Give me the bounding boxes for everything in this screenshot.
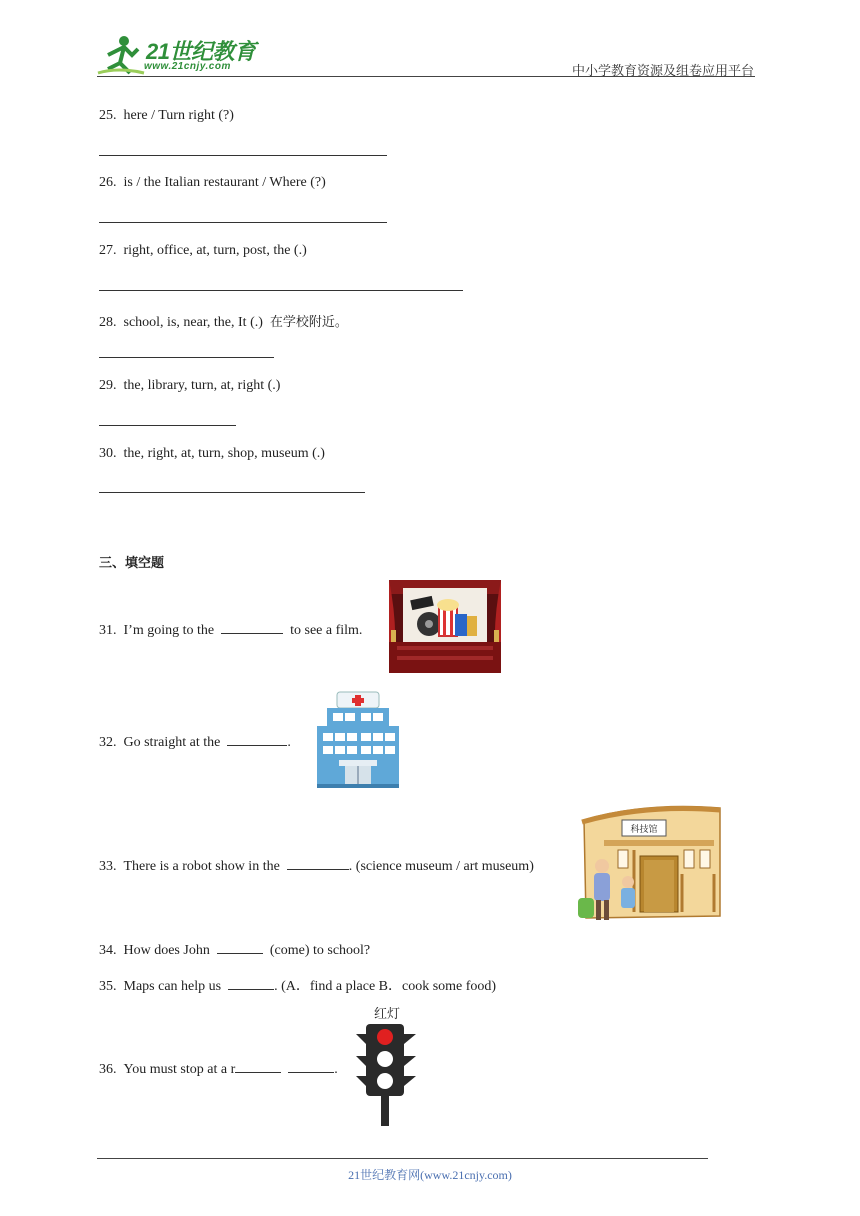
answer-line-26[interactable] — [99, 222, 387, 223]
blank-36a[interactable] — [235, 1060, 281, 1073]
question-29: 29. the, library, turn, at, right (.) — [99, 378, 281, 393]
question-33: 33. There is a robot show in the . (science museum / art museum) — [99, 859, 534, 874]
museum-sign: 科技馆 — [630, 825, 658, 835]
answer-line-29[interactable] — [99, 425, 236, 426]
header-title: 中小学教育资源及组卷应用平台 — [572, 64, 755, 79]
blank-35[interactable] — [228, 977, 274, 990]
answer-line-25[interactable] — [99, 155, 387, 156]
answer-line-28[interactable] — [99, 357, 274, 358]
header-divider — [97, 76, 755, 77]
answer-line-27[interactable] — [99, 290, 463, 291]
question-25: 25. here / Turn right (?) — [99, 108, 234, 123]
hint-28: 在学校附近。 — [269, 315, 348, 330]
logo-title: 21世纪教育 — [146, 39, 256, 64]
logo-url: www.21cnjy.com — [144, 61, 231, 72]
footer-text[interactable]: 21世纪教育网(www.21cnjy.com) — [348, 1168, 512, 1182]
hospital-icon — [313, 690, 403, 790]
section-title: 三、填空题 — [99, 556, 165, 571]
logo — [94, 33, 264, 77]
traffic-light-icon — [352, 1020, 420, 1128]
blank-34[interactable] — [217, 941, 263, 954]
question-35: 35. Maps can help us . (A．find a place B．cook some food) — [99, 979, 497, 994]
blank-36b[interactable] — [288, 1060, 334, 1073]
blank-33[interactable] — [287, 857, 349, 870]
question-26: 26. is / the Italian restaurant / Where (?) — [99, 175, 326, 190]
footer-divider — [97, 1158, 708, 1159]
science-museum-icon — [574, 800, 722, 926]
blank-32[interactable] — [227, 733, 287, 746]
question-36: 36. You must stop at a r . — [99, 1062, 338, 1077]
question-31: 31. I’m going to the to see a film. — [99, 623, 363, 638]
runner-logo-icon — [94, 33, 146, 77]
blank-31[interactable] — [221, 621, 283, 634]
question-28: 28. school, is, near, the, It (.) 在学校附近。 — [99, 315, 348, 330]
question-27: 27. right, office, at, turn, post, the (.) — [99, 243, 307, 258]
cinema-icon — [389, 580, 501, 673]
question-34: 34. How does John (come) to school? — [99, 943, 371, 958]
question-32: 32. Go straight at the . — [99, 735, 291, 750]
answer-line-30[interactable] — [99, 492, 365, 493]
question-30: 30. the, right, at, turn, shop, museum (.) — [99, 446, 325, 461]
traffic-light-label: 红灯 — [374, 1007, 401, 1022]
